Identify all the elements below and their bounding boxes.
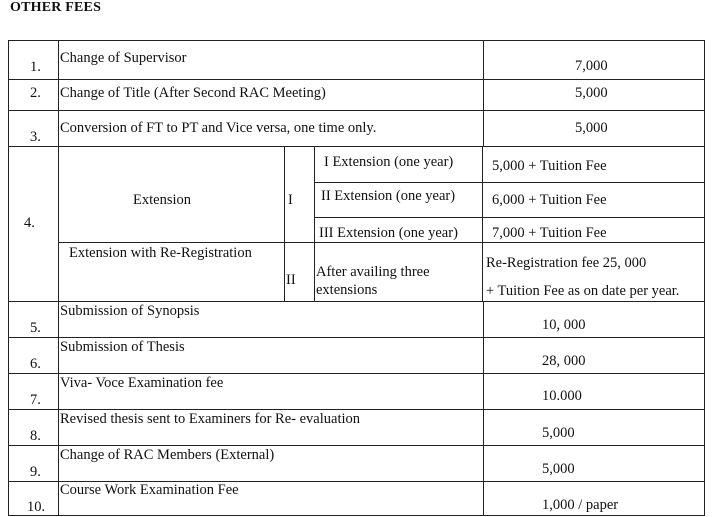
- row-number: 5.: [30, 320, 41, 336]
- fee-description: Conversion of FT to PT and Vice versa, one time only.: [60, 120, 377, 136]
- row-number: 6.: [30, 356, 41, 372]
- fee-description: Viva- Voce Examination fee: [60, 375, 224, 391]
- fee-amount: 1,000 / paper: [542, 497, 619, 513]
- row-number: 1.: [30, 59, 41, 75]
- reregistration-fee: Re-Registration fee 25, 000: [486, 255, 647, 271]
- extension-item-label: III Extension (one year): [319, 225, 458, 241]
- extension-item-fee: 5,000 + Tuition Fee: [492, 158, 607, 174]
- fee-amount: 5,000: [575, 85, 608, 101]
- reregistration-fee: + Tuition Fee as on date per year.: [486, 283, 680, 299]
- fee-description: Revised thesis sent to Examiners for Re- evaluation: [60, 411, 360, 427]
- fee-description: Change of Supervisor: [60, 50, 187, 66]
- reregistration-condition: extensions: [316, 282, 378, 298]
- extension-item-label: I Extension (one year): [324, 154, 454, 170]
- row-number: 9.: [30, 464, 41, 480]
- extension-label: Extension: [133, 192, 191, 208]
- extension-item-fee: 6,000 + Tuition Fee: [492, 192, 607, 208]
- row-number: 3.: [30, 129, 41, 145]
- fee-description: Submission of Synopsis: [60, 303, 200, 319]
- fee-amount: 7,000: [575, 58, 608, 74]
- extension-roman: I: [288, 192, 293, 208]
- fee-description: Course Work Examination Fee: [60, 482, 239, 498]
- row-number: 4.: [24, 215, 35, 231]
- reregistration-label: Extension with Re-Registration: [69, 245, 252, 261]
- row-number: 7.: [30, 392, 41, 408]
- fee-amount: 10, 000: [542, 317, 586, 333]
- row-number: 10.: [27, 499, 46, 515]
- reregistration-condition: After availing three: [316, 264, 430, 280]
- fee-amount: 28, 000: [542, 353, 586, 369]
- page-heading: OTHER FEES: [10, 0, 102, 15]
- fee-description: Change of RAC Members (External): [60, 447, 275, 463]
- reregistration-roman: II: [286, 272, 296, 288]
- fee-description: Change of Title (After Second RAC Meeting): [60, 85, 326, 101]
- fee-amount: 5,000: [542, 461, 575, 477]
- fee-amount: 5,000: [542, 425, 575, 441]
- extension-item-fee: 7,000 + Tuition Fee: [492, 225, 607, 241]
- row-number: 8.: [30, 428, 41, 444]
- fee-description: Submission of Thesis: [60, 339, 185, 355]
- fee-amount: 5,000: [575, 120, 608, 136]
- row-number: 2.: [30, 85, 41, 101]
- fee-amount: 10.000: [542, 388, 582, 404]
- extension-item-label: II Extension (one year): [321, 188, 456, 204]
